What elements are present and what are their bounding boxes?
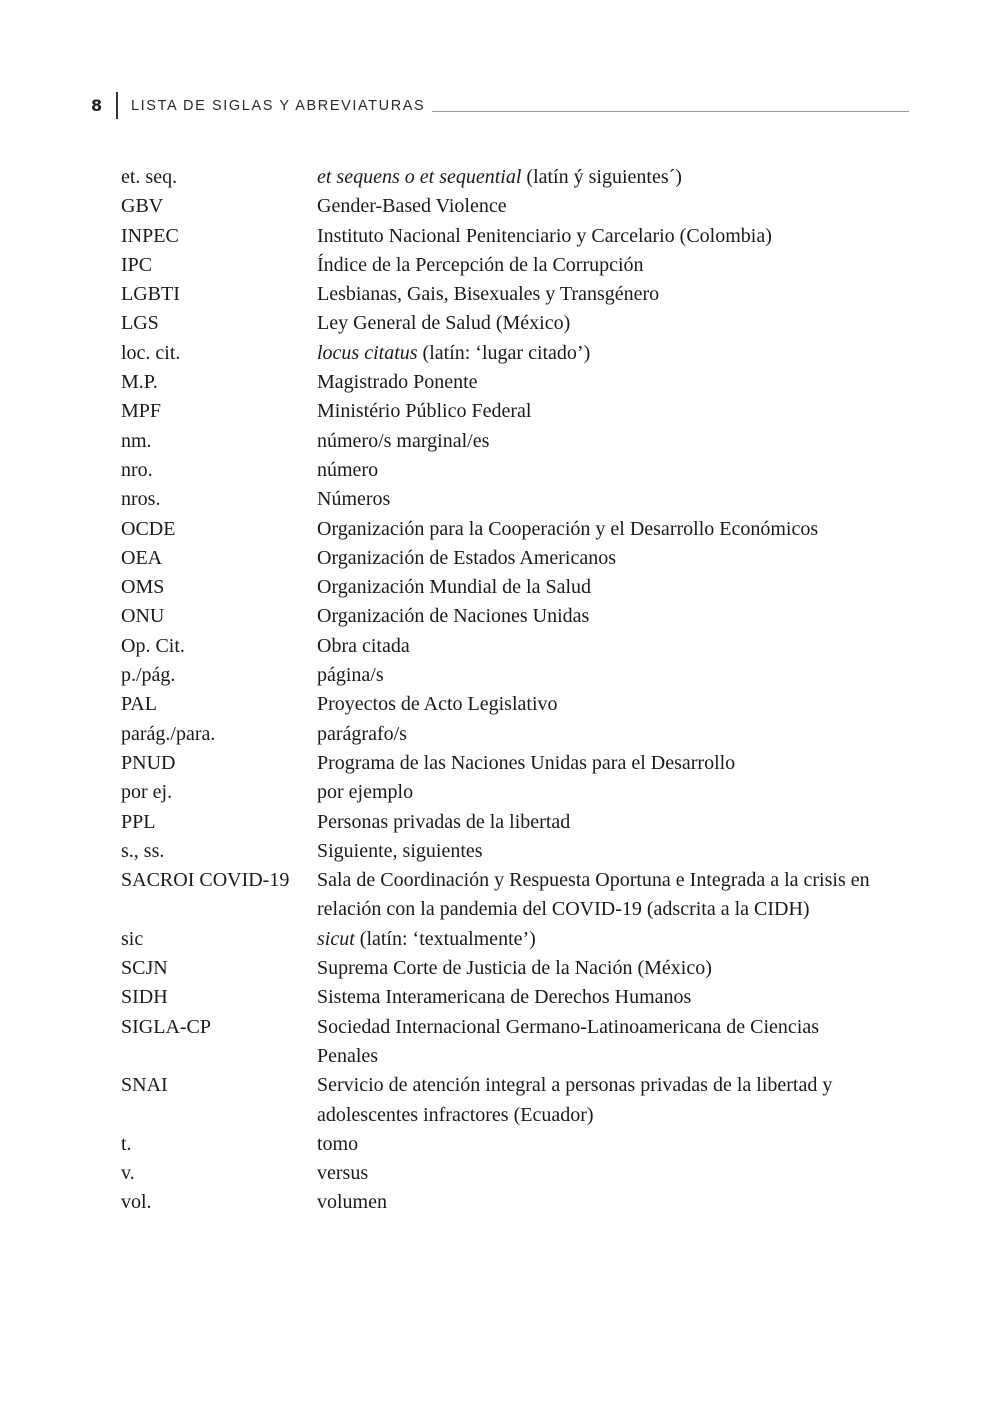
abbreviation-term: p./pág.	[121, 664, 176, 687]
definition-text: Sala de Coordinación y Respuesta Oportuna e Integrada a la crisis en relación con la pandemia del COVID-19 (adscrita a la CIDH)	[317, 869, 870, 921]
abbreviation-row	[121, 280, 891, 309]
abbreviation-definition	[317, 280, 877, 309]
abbreviation-term: SCJN	[121, 957, 168, 980]
abbreviation-definition	[317, 163, 877, 192]
abbreviation-definition	[317, 251, 877, 280]
abbreviation-definition	[317, 866, 877, 925]
abbreviation-term: SIGLA-CP	[121, 1015, 212, 1038]
abbreviation-row	[121, 485, 891, 514]
definition-text: Ley General de Salud (México)	[317, 312, 571, 335]
abbreviation-row	[121, 222, 891, 251]
abbreviation-row	[121, 427, 891, 456]
abbreviation-definition	[317, 544, 877, 573]
abbreviation-term: por ej.	[121, 781, 173, 804]
abbreviation-definition	[317, 1013, 877, 1072]
definition-text: volumen	[317, 1191, 387, 1214]
abbreviation-row	[121, 866, 891, 925]
abbreviation-definition	[317, 192, 877, 221]
definition-text: Personas privadas de la libertad	[317, 810, 571, 833]
definition-italic-text: sicut	[317, 927, 355, 950]
definition-text: Obra citada	[317, 634, 410, 657]
abbreviation-row	[121, 368, 891, 397]
abbreviation-definition	[317, 368, 877, 397]
abbreviation-row	[121, 192, 891, 221]
abbreviation-row	[121, 309, 891, 338]
abbreviation-row	[121, 1159, 891, 1188]
abbreviation-term: nro.	[121, 458, 153, 481]
abbreviation-term: LGBTI	[121, 283, 180, 306]
abbreviation-term: v.	[121, 1162, 135, 1185]
definition-text: por ejemplo	[317, 781, 414, 804]
abbreviation-definition	[317, 778, 877, 807]
definition-text: versus	[317, 1162, 369, 1185]
abbreviation-term: SNAI	[121, 1074, 168, 1097]
abbreviation-row	[121, 778, 891, 807]
abbreviation-definition	[317, 1071, 877, 1130]
abbreviation-row	[121, 632, 891, 661]
definition-text: Números	[317, 488, 391, 511]
abbreviation-term: GBV	[121, 195, 164, 218]
abbreviation-row	[121, 983, 891, 1012]
definition-text: Siguiente, siguientes	[317, 839, 483, 862]
abbreviation-term: loc. cit.	[121, 341, 181, 364]
abbreviation-row	[121, 808, 891, 837]
running-header	[91, 90, 911, 122]
abbreviation-row	[121, 602, 891, 631]
abbreviation-term: PAL	[121, 693, 157, 716]
definition-text: página/s	[317, 664, 384, 687]
abbreviation-definition	[317, 661, 877, 690]
abbreviation-definition	[317, 427, 877, 456]
definition-text: (latín: ‘lugar citado’)	[417, 341, 591, 364]
abbreviation-row	[121, 544, 891, 573]
abbreviation-term: OMS	[121, 576, 165, 599]
definition-text: Instituto Nacional Penitenciario y Carcelario (Colombia)	[317, 224, 772, 247]
abbreviation-term: nros.	[121, 488, 161, 511]
abbreviation-definition	[317, 808, 877, 837]
abbreviation-row	[121, 954, 891, 983]
definition-text: Programa de las Naciones Unidas para el Desarrollo	[317, 751, 736, 774]
abbreviation-term: PNUD	[121, 751, 176, 774]
definition-text: Organización Mundial de la Salud	[317, 576, 592, 599]
abbreviation-term: IPC	[121, 253, 153, 276]
abbreviation-definition	[317, 1188, 877, 1217]
abbreviation-row	[121, 339, 891, 368]
abbreviation-term: et. seq.	[121, 166, 178, 188]
definition-text: Organización para la Cooperación y el Desarrollo Económicos	[317, 517, 819, 540]
definition-text: Ministério Público Federal	[317, 400, 532, 423]
definition-text: número/s marginal/es	[317, 429, 490, 452]
abbreviation-row	[121, 1071, 891, 1130]
page-number: 8	[91, 96, 103, 115]
abbreviation-definition	[317, 456, 877, 485]
abbreviation-row	[121, 163, 891, 192]
definition-text: número	[317, 458, 379, 481]
definition-text: Servicio de atención integral a personas privadas de la libertad y adolescentes infractores (Ecuador)	[317, 1074, 833, 1126]
definition-text: Organización de Naciones Unidas	[317, 605, 590, 628]
header-divider	[116, 92, 118, 119]
abbreviation-row	[121, 720, 891, 749]
abbreviation-definition	[317, 485, 877, 514]
abbreviation-row	[121, 690, 891, 719]
definition-text: (latín: ‘textualmente’)	[354, 927, 536, 950]
abbreviation-definition	[317, 339, 877, 368]
abbreviation-list	[121, 163, 891, 1218]
abbreviation-row	[121, 925, 891, 954]
abbreviation-term: SACROI COVID-19	[121, 869, 290, 892]
abbreviation-definition	[317, 1130, 877, 1159]
definition-italic-text: et sequens o et sequential	[317, 166, 522, 188]
abbreviation-definition	[317, 983, 877, 1012]
abbreviation-term: Op. Cit.	[121, 634, 185, 657]
abbreviation-term: M.P.	[121, 371, 158, 394]
abbreviation-term: MPF	[121, 400, 162, 423]
abbreviation-definition	[317, 925, 877, 954]
abbreviation-definition	[317, 690, 877, 719]
abbreviation-definition	[317, 309, 877, 338]
definition-text: Gender-Based Violence	[317, 195, 507, 218]
abbreviation-definition	[317, 1159, 877, 1188]
abbreviation-row	[121, 456, 891, 485]
abbreviation-term: INPEC	[121, 224, 179, 247]
definition-text: Lesbianas, Gais, Bisexuales y Transgénero	[317, 283, 660, 306]
definition-text: Organización de Estados Americanos	[317, 546, 616, 569]
abbreviation-term: LGS	[121, 312, 159, 335]
abbreviation-term: nm.	[121, 429, 152, 452]
definition-text: parágrafo/s	[317, 722, 407, 745]
abbreviation-definition	[317, 602, 877, 631]
definition-text: Proyectos de Acto Legislativo	[317, 693, 558, 716]
abbreviation-definition	[317, 573, 877, 602]
definition-text: Índice de la Percepción de la Corrupción	[317, 253, 644, 276]
abbreviation-row	[121, 573, 891, 602]
abbreviation-term: sic	[121, 927, 144, 950]
abbreviation-term: PPL	[121, 810, 156, 833]
definition-text: Suprema Corte de Justicia de la Nación (México)	[317, 957, 712, 980]
abbreviation-row	[121, 397, 891, 426]
abbreviation-term: OCDE	[121, 517, 176, 540]
abbreviation-term: t.	[121, 1132, 132, 1155]
abbreviation-row	[121, 1188, 891, 1217]
abbreviation-definition	[317, 720, 877, 749]
definition-text: Sociedad Internacional Germano-Latinoamericana de Ciencias Penales	[317, 1015, 819, 1067]
definition-italic-text: locus citatus	[317, 341, 418, 364]
abbreviation-term: ONU	[121, 605, 165, 628]
abbreviation-row	[121, 1130, 891, 1159]
abbreviation-term: OEA	[121, 546, 163, 569]
definition-text: (latín ý siguientes´)	[521, 166, 682, 188]
abbreviation-definition	[317, 837, 877, 866]
abbreviation-term: parág./para.	[121, 722, 216, 745]
abbreviation-definition	[317, 222, 877, 251]
abbreviation-row	[121, 837, 891, 866]
abbreviation-row	[121, 251, 891, 280]
abbreviation-definition	[317, 749, 877, 778]
abbreviation-term: SIDH	[121, 986, 168, 1009]
abbreviation-term: vol.	[121, 1191, 152, 1214]
definition-text: tomo	[317, 1132, 359, 1155]
definition-text: Sistema Interamericana de Derechos Humanos	[317, 986, 692, 1009]
definition-text: Magistrado Ponente	[317, 371, 478, 394]
header-rule	[432, 111, 909, 112]
abbreviation-definition	[317, 954, 877, 983]
abbreviation-term: s., ss.	[121, 839, 165, 862]
abbreviation-row	[121, 515, 891, 544]
abbreviation-row	[121, 749, 891, 778]
abbreviation-row	[121, 1013, 891, 1072]
section-title: LISTA DE SIGLAS Y ABREVIATURAS	[131, 98, 426, 114]
abbreviation-definition	[317, 397, 877, 426]
abbreviation-definition	[317, 632, 877, 661]
abbreviation-definition	[317, 515, 877, 544]
abbreviation-row	[121, 661, 891, 690]
